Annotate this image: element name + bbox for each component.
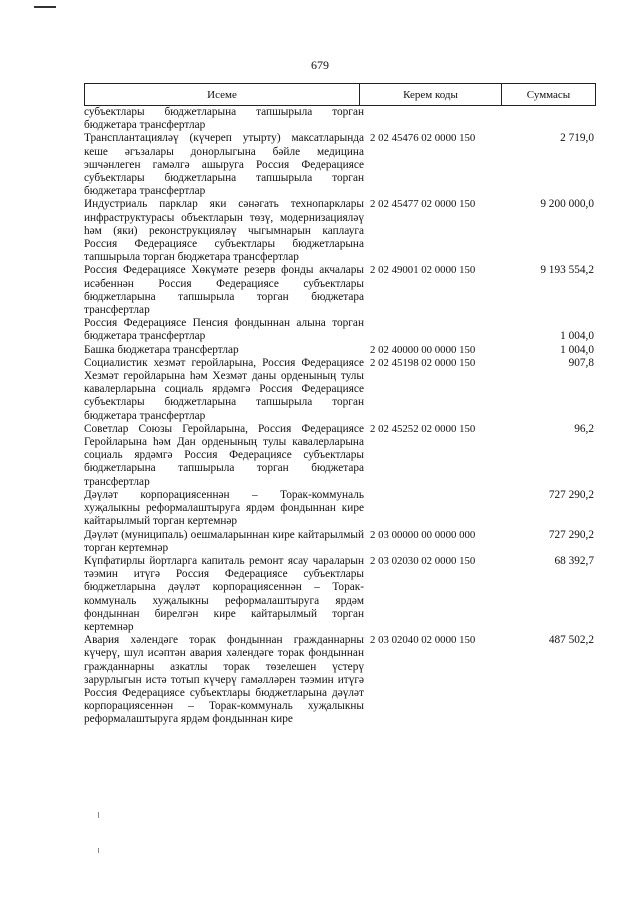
header-code: Керем коды xyxy=(360,84,502,105)
table-header xyxy=(84,83,596,106)
row-sum: 68 392,7 xyxy=(554,554,594,567)
row-code xyxy=(364,317,496,343)
row-code: 2 03 02030 02 0000 150 xyxy=(370,554,476,567)
row-sum: 1 004,0 xyxy=(560,330,594,343)
table-row xyxy=(84,317,596,343)
table-row xyxy=(84,132,596,198)
row-name: Советлар Союзы Геройларына, Россия Федерациясе Геройларына һәм Дан орденының тулы кавалерларына социаль ярдәмгә Россия Федерациясе субъектлары бюджетларына тапшырыла торган бюджетара трансфертлар xyxy=(84,422,364,488)
row-name: Башка бюджетара трансфертлар xyxy=(84,343,239,356)
row-sum: 2 719,0 xyxy=(560,132,594,145)
table-row xyxy=(84,357,596,423)
table-row xyxy=(84,555,596,634)
table-row xyxy=(84,529,596,555)
page-number: 679 xyxy=(311,58,329,72)
scan-margin-mark xyxy=(98,848,99,853)
row-code: 2 02 40000 00 0000 150 xyxy=(370,343,476,356)
table-row xyxy=(84,344,596,357)
row-name: Дәүләт (муниципаль) оешмаларыннан кире кайтарылмый торган кертемнәр xyxy=(84,528,364,554)
row-sum: 907,8 xyxy=(568,356,594,369)
row-name: Социалистик хезмәт геройларына, Россия Федерациясе Хезмәт геройларына һәм Хезмәт даны орденының тулы кавалерларына социаль ярдәмгә Россия Федерациясе субъектлары бюджетларына тапшырыла торган бюджетара трансфертлар xyxy=(84,356,364,422)
scan-margin-mark xyxy=(98,812,99,818)
table-row xyxy=(84,489,596,529)
row-name: Дәүләт корпорациясеннән – Торак-коммуналь хуҗалыкны реформалаштыруга ярдәм фондыннан кире кайтарылмый торган кертемнәр xyxy=(84,488,364,528)
row-code: 2 02 45198 02 0000 150 xyxy=(370,356,476,369)
row-sum: 727 290,2 xyxy=(548,488,594,501)
row-code xyxy=(364,489,496,529)
table-row xyxy=(84,264,596,317)
row-code: 2 02 45476 02 0000 150 xyxy=(370,132,476,145)
table-row xyxy=(84,423,596,489)
row-name: Трансплантациялəү (күчереп утырту) максатларында кеше әгъзалары донорлыгына бәйле медицина эшчәнлеген гамәлгә ашыруга Россия Федерациясе субъектлары бюджетларына тапшырыла торган бюджетара трансфертлар xyxy=(84,132,364,198)
table-row-continuation xyxy=(84,106,596,132)
row-name: субъектлары бюджетларына тапшырыла торган бюджетара трансфертлар xyxy=(84,106,364,132)
row-sum: 727 290,2 xyxy=(548,528,594,541)
row-code: 2 02 45477 02 0000 150 xyxy=(370,198,476,211)
row-code: 2 02 49001 02 0000 150 xyxy=(370,264,476,277)
row-name: Авария хәлендәге торак фондыннан гражданнарны күчерү, шул исәптән авария хәлендәге торак фондыннан гражданнарны азкатлы торак төзелешен үстерү зарурлыгын истә тотып күчерү гамәлләрен тәэмин итүгә Россия Федерациясе субъектлары бюджетларына дәүләт корпорациясеннән – Торак-коммуналь хуҗалыкны реформалаштыруга ярдәм фондыннан кире xyxy=(84,634,364,726)
row-name: Россия Федерациясе Хөкүмәте резерв фонды акчалары исәбеннән Россия Федерациясе субъектлары бюджетларына тапшырыла торган бюджетара трансфертлар xyxy=(84,264,364,317)
table-row xyxy=(84,634,596,726)
row-sum: 1 004,0 xyxy=(560,343,594,356)
row-code: 2 03 02040 02 0000 150 xyxy=(370,634,476,647)
row-code: 2 03 00000 00 0000 000 xyxy=(370,528,476,541)
header-sum: Суммасы xyxy=(526,88,571,101)
row-code: 2 02 45252 02 0000 150 xyxy=(370,422,476,435)
row-name: Индустриаль парклар яки сәнәгать технопарклары инфраструктурасы объектларын төзү, модернизацияләү һәм (яки) реконструкцияләү чыгымнарын каплауга Россия Федерациясе субъектлары бюджетларына тапшырыла торган бюджетара трансфертлар xyxy=(84,198,364,264)
row-sum: 9 193 554,2 xyxy=(540,264,594,277)
row-sum: 9 200 000,0 xyxy=(540,198,594,211)
row-name: Россия Федерациясе Пенсия фондыннан алына торган бюджетара трансфертлар xyxy=(84,317,364,343)
row-sum: 96,2 xyxy=(574,422,594,435)
table-row xyxy=(84,198,596,264)
row-name: Күпфатирлы йортларга капиталь ремонт ясау чараларын тәэмин итүгә Россия Федерациясе субъектлары бюджетларына дәүләт корпорациясеннән – Торак-коммуналь хуҗалыкны реформалаштыруга ярдәм фондыннан бирелгән кире кайтарылмый торган кертемнәр xyxy=(84,554,364,633)
table-body xyxy=(84,106,596,727)
budget-table xyxy=(84,83,596,727)
row-sum: 487 502,2 xyxy=(548,634,594,647)
header-name: Исеме xyxy=(85,84,360,105)
scan-corner-mark xyxy=(34,6,56,8)
